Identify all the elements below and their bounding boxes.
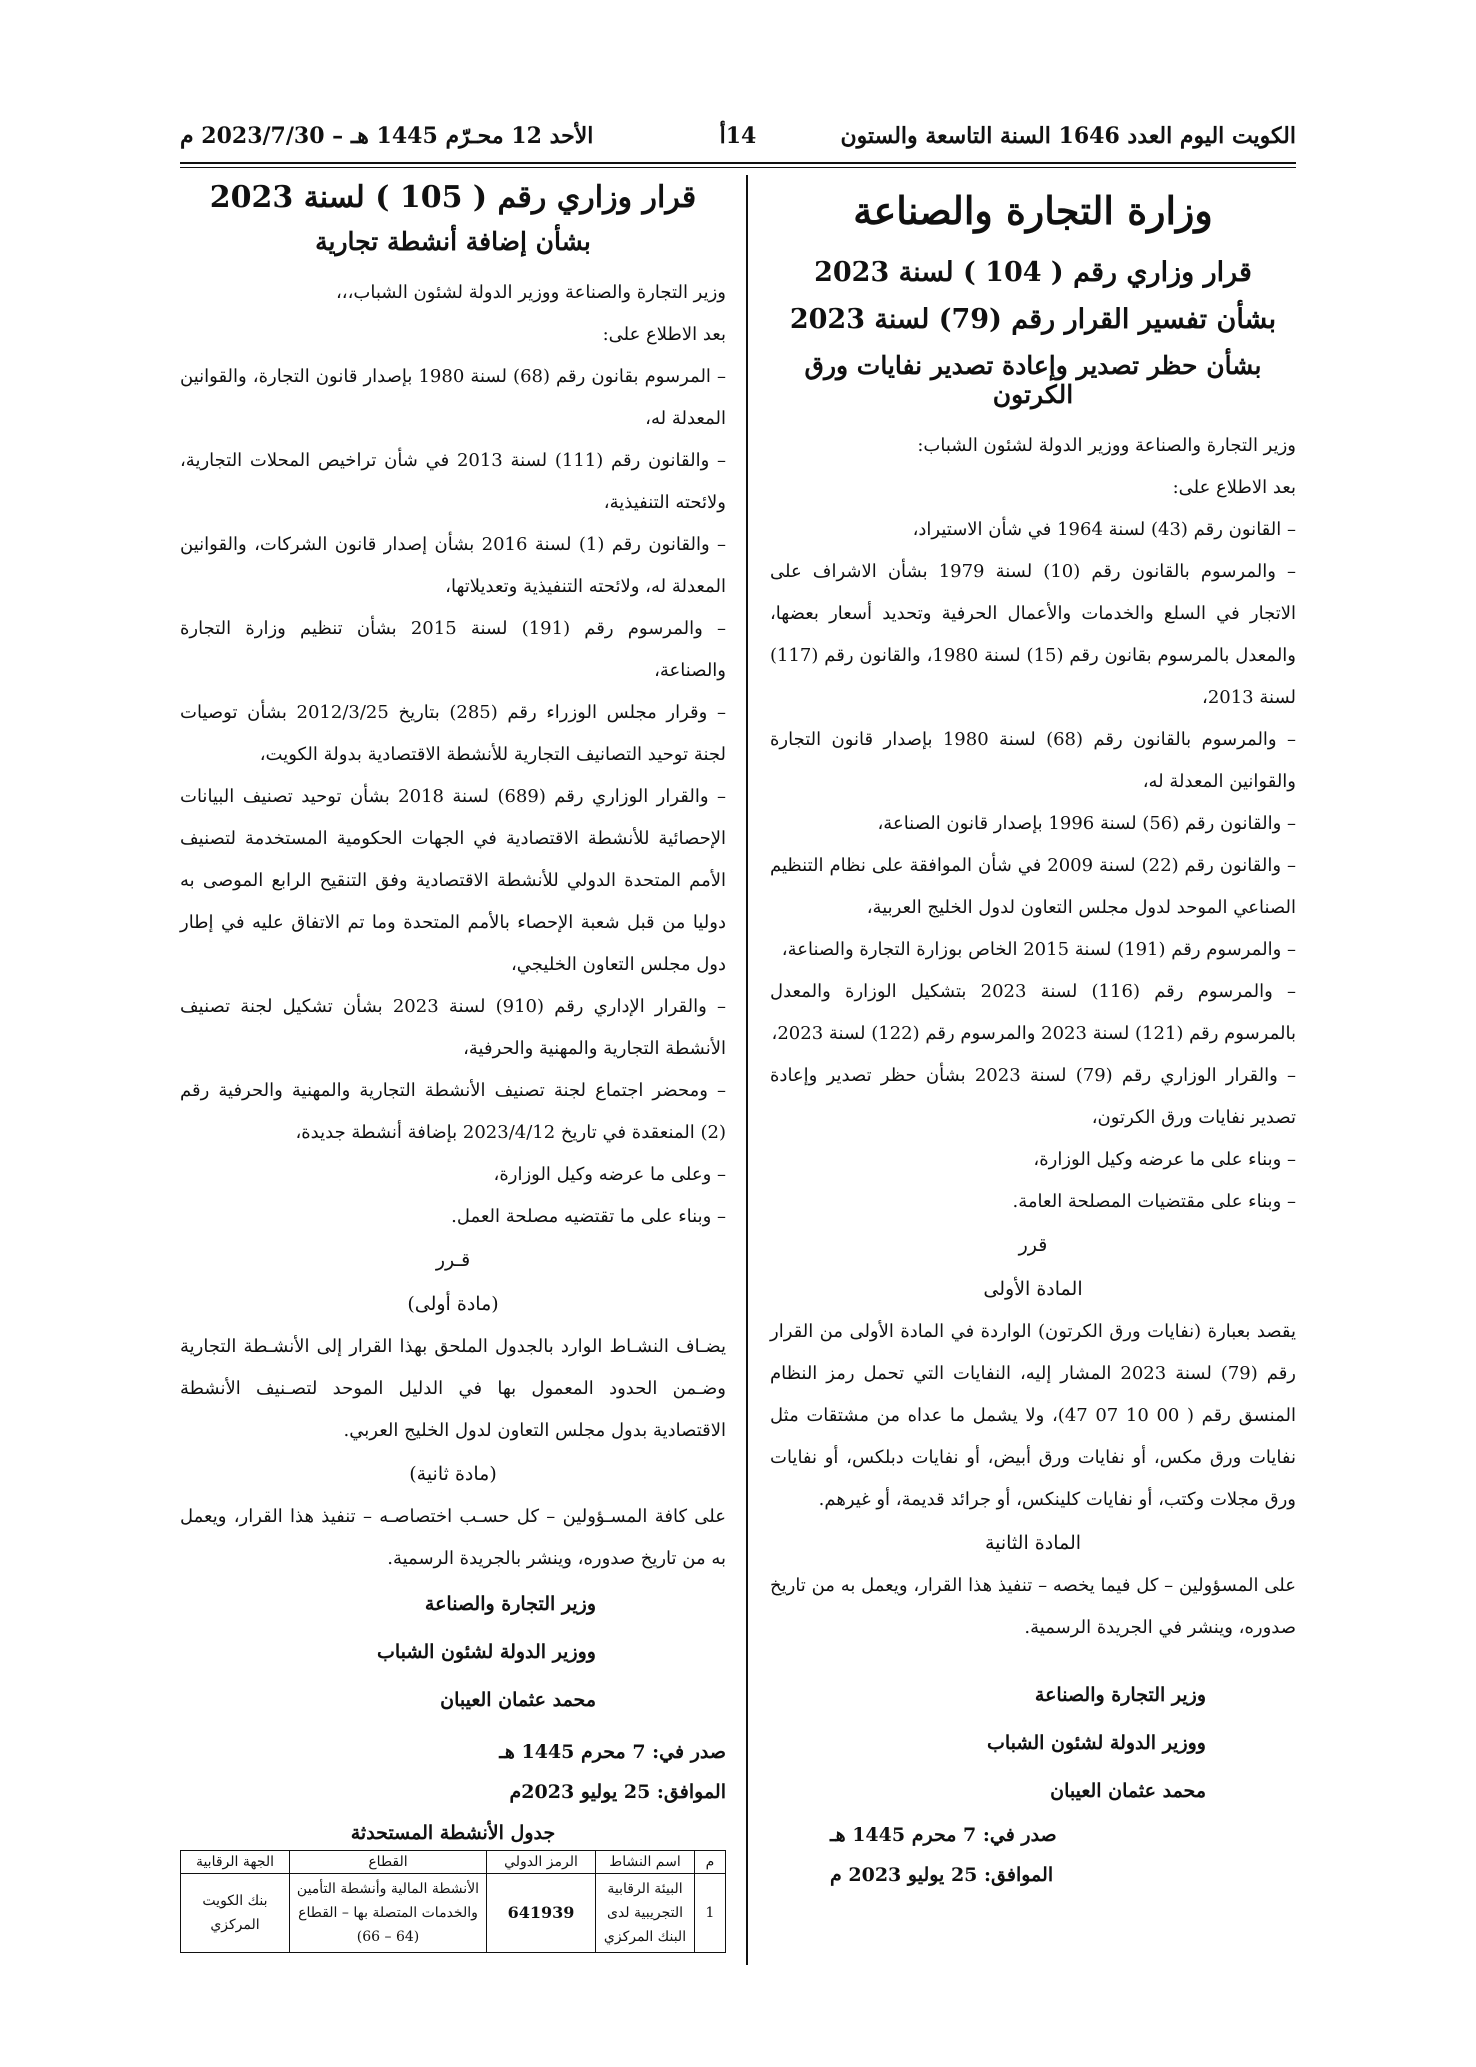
table-title: جدول الأنشطة المستحدثة xyxy=(350,1822,556,1844)
signatory-name: محمد عثمان العيبان xyxy=(440,1689,596,1711)
decision-title: قرار وزاري رقم ( 105 ) لسنة 2023 xyxy=(209,180,697,215)
new-activities-table xyxy=(180,1850,726,1953)
article-1-title: المادة الأولى xyxy=(983,1278,1083,1300)
table-cell: 641939 xyxy=(487,1874,596,1953)
article-2-text: على المسؤولين – كل فيما يخصه – تنفيذ هذا القرار، ويعمل به من تاريخ صدوره، وينشر في الجريدة الرسمية. xyxy=(770,1575,1296,1638)
signatory-title-2: ووزير الدولة لشئون الشباب xyxy=(376,1641,596,1663)
gazette-date: الأحد 12 محـرّم 1445 هـ – 2023/7/30 م xyxy=(180,123,594,149)
preamble-line: – والمرسوم رقم (191) لسنة 2015 الخاص بوزارة التجارة والصناعة، xyxy=(781,939,1296,960)
decision-subject: بشأن إضافة أنشطة تجارية xyxy=(315,227,591,256)
column-header: م xyxy=(695,1851,726,1874)
signatory-name: محمد عثمان العيبان xyxy=(1050,1780,1206,1802)
column-header: القطاع xyxy=(290,1851,487,1874)
gazette-issue: الكويت اليوم العدد 1646 السنة التاسعة والستون xyxy=(840,123,1296,149)
signatory-title-2: ووزير الدولة لشئون الشباب xyxy=(986,1732,1206,1754)
table-header-row xyxy=(181,1851,726,1874)
article-1-text: يضـاف النشـاط الوارد بالجدول الملحق بهذا القرار إلى الأنشـطة التجارية وضـمن الحدود المعمول بها في الدليل الموحد لتصـنيف الأنشطة الاقتصادية بدول مجلس التعاون لدول الخليج العربي. xyxy=(180,1336,726,1441)
decision-subject-2: بشأن حظر تصدير وإعادة تصدير نفايات ورق الكرتون xyxy=(804,351,1262,409)
preamble-line: وزير التجارة والصناعة ووزير الدولة لشئون الشباب،،، xyxy=(336,282,726,303)
page-number: 14أ xyxy=(719,123,757,149)
preamble-line: بعد الاطلاع على: xyxy=(1172,477,1296,498)
decision-title: قرار وزاري رقم ( 104 ) لسنة 2023 xyxy=(814,257,1252,288)
article-2-text: على كافة المسـؤولين – كل حسـب اختصاصـه – تنفيذ هذا القرار، ويعمل به من تاريخ صدوره، وينشر بالجريدة الرسمية. xyxy=(180,1506,726,1569)
page-header xyxy=(180,118,1296,154)
issue-date: صدر في: 7 محرم 1445 هـ xyxy=(830,1824,1057,1846)
decision-subject: بشأن تفسير القرار رقم (79) لسنة 2023 xyxy=(789,304,1277,335)
header-rule-thin xyxy=(180,167,1296,168)
preamble-line: وزير التجارة والصناعة ووزير الدولة لشئون الشباب: xyxy=(917,435,1296,456)
preamble-line: – والمرسوم رقم (116) لسنة 2023 بتشكيل الوزارة والمعدل بالمرسوم رقم (121) لسنة 2023 والمرسوم رقم (122) لسنة 2023، xyxy=(770,981,1297,1044)
table-cell: 1 xyxy=(695,1874,726,1953)
column-header: الجهة الرقابية xyxy=(181,1851,290,1874)
preamble-line: – والقانون رقم (56) لسنة 1996 بإصدار قانون الصناعة، xyxy=(877,813,1296,834)
preamble-line: – وقرار مجلس الوزراء رقم (285) بتاريخ 2012/3/25 بشأن توصيات لجنة توحيد التصانيف التجارية للأنشطة الاقتصادية بدولة الكويت، xyxy=(180,702,726,765)
decided-heading: قـرر xyxy=(435,1249,471,1271)
preamble-line: – والقانون رقم (1) لسنة 2016 بشأن إصدار قانون الشركات، والقوانين المعدلة له، ولائحته التنفيذية وتعديلاتها، xyxy=(180,534,727,597)
preamble-line: – وبناء على مقتضيات المصلحة العامة. xyxy=(1012,1191,1296,1212)
gregorian-date: الموافق: 25 يوليو 2023 م xyxy=(830,1864,1054,1886)
decision-105-column xyxy=(180,180,726,1953)
column-header: الرمز الدولي xyxy=(487,1851,596,1874)
preamble-line: – والقانون رقم (111) لسنة 2013 في شأن تراخيص المحلات التجارية، ولائحته التنفيذية، xyxy=(180,450,727,513)
preamble-line: – القانون رقم (43) لسنة 1964 في شأن الاستيراد، xyxy=(912,519,1296,540)
table-cell: الأنشطة المالية وأنشطة التأمين والخدمات المتصلة بها – القطاع (64 – 66) xyxy=(290,1874,487,1953)
preamble-line: – المرسوم بقانون رقم (68) لسنة 1980 بإصدار قانون التجارة، والقوانين المعدلة له، xyxy=(180,366,726,429)
issue-date: صدر في: 7 محرم 1445 هـ xyxy=(499,1741,726,1763)
signatory-title-1: وزير التجارة والصناعة xyxy=(424,1593,596,1615)
preamble-line: – والقانون رقم (22) لسنة 2009 في شأن الموافقة على نظام التنظيم الصناعي الموحد لدول مجلس التعاون لدول الخليج العربية، xyxy=(770,855,1297,918)
preamble-line: – والمرسوم بالقانون رقم (10) لسنة 1979 بشأن الاشراف على الاتجار في السلع والخدمات والأعمال الحرفية وتحديد أسعار بعضها، والمعدل بالمرسوم بقانون رقم (15) لسنة 1980، والقانون رقم (117) لسنة 2013، xyxy=(770,561,1297,708)
preamble-line: – ومحضر اجتماع لجنة تصنيف الأنشطة التجارية والمهنية والحرفية رقم (2) المنعقدة في تاريخ 2023/4/12 بإضافة أنشطة جديدة، xyxy=(180,1080,726,1143)
gregorian-date: الموافق: 25 يوليو 2023م xyxy=(509,1781,726,1803)
decision-104-column xyxy=(770,180,1296,1895)
preamble-line: – والقرار الوزاري رقم (79) لسنة 2023 بشأن حظر تصدير وإعادة تصدير نفايات ورق الكرتون، xyxy=(770,1065,1296,1128)
preamble-line: – والقرار الوزاري رقم (689) لسنة 2018 بشأن توحيد تصنيف البيانات الإحصائية للأنشطة الاقتصادية في الجهات الحكومية المستخدمة لتصنيف الأمم المتحدة الدولي للأنشطة الاقتصادية وفق التنقيح الرابع الموصى به دوليا من قبل شعبة الإحصاء بالأمم المتحدة وما تم الاتفاق عليه في إطار دول مجلس التعاون الخليجي، xyxy=(180,786,726,975)
table-row xyxy=(181,1874,726,1953)
signatory-title-1: وزير التجارة والصناعة xyxy=(1034,1684,1206,1706)
column-divider xyxy=(746,175,748,1965)
preamble-line: – والمرسوم رقم (191) لسنة 2015 بشأن تنظيم وزارة التجارة والصناعة، xyxy=(180,618,726,681)
preamble-line: – وبناء على ما عرضه وكيل الوزارة، xyxy=(1033,1149,1296,1170)
table-cell: البيئة الرقابية التجريبية لدى البنك المركزي xyxy=(596,1874,695,1953)
article-1-text: يقصد بعبارة (نفايات ورق الكرتون) الواردة في المادة الأولى من القرار رقم (79) لسنة 2023 المشار إليه، النفايات التي تحمل رمز النظام المنسق رقم ( 00 10 07 47)، ولا يشمل ما عداه من مشتقات مثل نفايات ورق مكس، أو نفايات ورق أبيض، أو نفايات دبلكس، أو نفايات ورق مجلات وكتب، أو نفايات كلينكس، أو جرائد قديمة، أو غيرهم. xyxy=(770,1321,1296,1510)
preamble-line: – والقرار الإداري رقم (910) لسنة 2023 بشأن تشكيل لجنة تصنيف الأنشطة التجارية والمهنية والحرفية، xyxy=(180,996,726,1059)
preamble-line: بعد الاطلاع على: xyxy=(602,324,726,345)
column-header: اسم النشاط xyxy=(596,1851,695,1874)
preamble-line: – وبناء على ما تقتضيه مصلحة العمل. xyxy=(451,1206,726,1227)
ministry-title: وزارة التجارة والصناعة xyxy=(853,188,1213,233)
preamble-line: – والمرسوم بالقانون رقم (68) لسنة 1980 بإصدار قانون التجارة والقوانين المعدلة له، xyxy=(770,729,1297,792)
article-1-title: (مادة أولى) xyxy=(407,1293,499,1315)
article-2-title: المادة الثانية xyxy=(984,1532,1082,1554)
header-rule xyxy=(180,162,1296,164)
table-cell: بنك الكويت المركزي xyxy=(181,1874,290,1953)
preamble-line: – وعلى ما عرضه وكيل الوزارة، xyxy=(493,1164,726,1185)
decided-heading: قرر xyxy=(1018,1234,1048,1256)
article-2-title: (مادة ثانية) xyxy=(409,1463,497,1485)
